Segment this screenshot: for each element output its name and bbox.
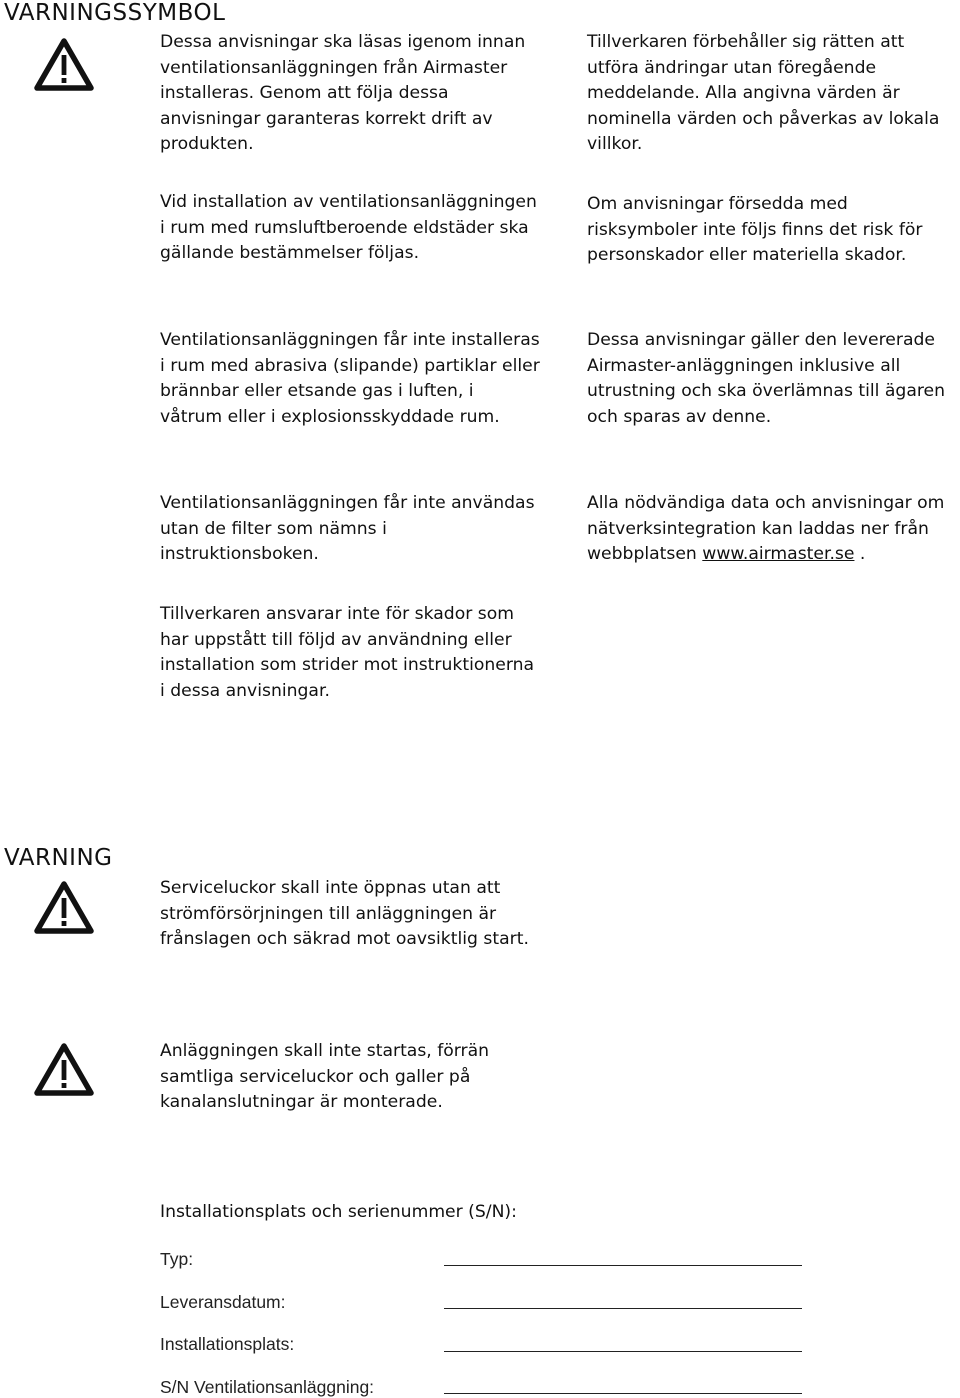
filters-paragraph: Ventilationsanläggningen får inte användas utan de filter som nämns i instruktionsboken. xyxy=(160,493,535,565)
field-line-delivery-date[interactable] xyxy=(444,1308,802,1309)
field-label-delivery-date: Leveransdatum: xyxy=(160,1292,286,1312)
liability-paragraph: Tillverkaren ansvarar inte för skador som har uppstått till följd av användning eller installation som strider mot instruktionerna i dessa anvisningar. xyxy=(160,604,535,701)
network-suffix: . xyxy=(854,544,866,565)
service-hatches-paragraph: Serviceluckor skall inte öppnas utan att strömförsörjningen till anläggningen är frånslagen och säkrad mot oavsiktlig start. xyxy=(160,878,529,950)
network-text: Alla nödvändiga data och anvisningar om nätverksintegration kan laddas ner från webbplatsen xyxy=(587,493,945,565)
field-label-serial-number: S/N Ventilationsanläggning: xyxy=(160,1377,375,1397)
warning-triangle-icon xyxy=(34,38,94,92)
section-heading-warning-symbol: VARNINGSSYMBOL xyxy=(4,0,226,26)
risk-symbols-paragraph: Om anvisningar försedda med risksymboler inte följs finns det risk för personskador eller materiella skador. xyxy=(587,194,923,266)
abrasive-paragraph: Ventilationsanläggningen får inte installeras i rum med abrasiva (slipande) partiklar eller brännbar eller etsande gas i luften, i våtrum eller i explosionsskyddade rum. xyxy=(160,330,540,427)
form-title: Installationsplats och serienummer (S/N): xyxy=(160,1202,517,1222)
intro-paragraph: Dessa anvisningar ska läsas igenom innan ventilationsanläggningen från Airmaster installeras. Genom att följa dessa anvisningar garanteras korrekt drift av produkten. xyxy=(160,32,526,155)
fireplaces-paragraph: Vid installation av ventilationsanläggningen i rum med rumsluftberoende eldstäder ska gällande bestämmelser följas. xyxy=(160,192,537,264)
field-label-installation-site: Installationsplats: xyxy=(160,1334,295,1354)
field-label-type: Typ: xyxy=(160,1249,194,1269)
warning-triangle-icon xyxy=(34,881,94,935)
field-line-type[interactable] xyxy=(444,1265,802,1266)
startup-paragraph: Anläggningen skall inte startas, förrän samtliga serviceluckor och galler på kanalanslutningar är monterade. xyxy=(160,1041,490,1113)
network-paragraph xyxy=(587,491,959,568)
delivered-paragraph: Dessa anvisningar gäller den levererade Airmaster-anläggningen inklusive all utrustning och ska överlämnas till ägaren och sparas av denne. xyxy=(587,330,946,427)
section-heading-warning: VARNING xyxy=(4,845,113,871)
airmaster-website-link[interactable]: www.airmaster.se xyxy=(702,544,855,565)
field-line-serial-number[interactable] xyxy=(444,1393,802,1394)
rights-paragraph: Tillverkaren förbehåller sig rätten att utföra ändringar utan föregående meddelande. Alla angivna värden är nominella värden och påverkas av lokala villkor. xyxy=(587,32,940,155)
field-line-installation-site[interactable] xyxy=(444,1351,802,1352)
warning-triangle-icon xyxy=(34,1043,94,1097)
